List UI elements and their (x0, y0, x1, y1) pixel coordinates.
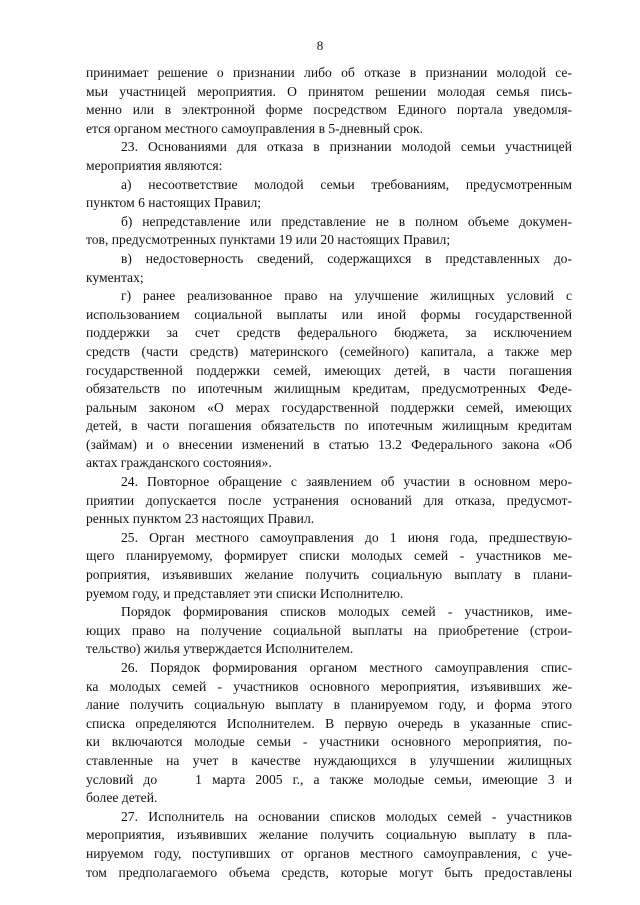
text-line (86, 529, 572, 548)
text-line-content: ставленные на учет в качестве нуждающихся в улучшении жилищных (86, 752, 572, 768)
text-line (86, 733, 572, 752)
text-line (86, 715, 572, 734)
text-line-content: б) непредставление или представление не в полном объеме докумен- (121, 213, 572, 229)
text-line (86, 380, 572, 399)
text-line (86, 696, 572, 715)
text-line-content: актах гражданского состояния». (86, 455, 272, 471)
text-line-content: г) ранее реализованное право на улучшение жилищных условий с (121, 288, 572, 304)
text-line-content: пунктом 6 настоящих Правил; (86, 195, 261, 211)
text-line (86, 269, 572, 288)
text-line-content: 25. Орган местного самоуправления до 1 июня года, предшествую- (121, 529, 572, 545)
page-number: 8 (316, 38, 324, 53)
text-line (86, 659, 572, 678)
text-line-content: ка молодых семей - участников основного мероприятия, изъявивших же- (86, 678, 572, 694)
text-line (86, 845, 572, 864)
text-line (86, 194, 572, 213)
text-line-content: мероприятия являются: (86, 157, 223, 173)
text-line (86, 640, 572, 659)
text-line-content: условий до (86, 771, 158, 787)
text-line (86, 231, 572, 250)
text-line-content: ки включаются молодые семьи - участники основного мероприятия, по- (86, 734, 572, 750)
document-body (86, 64, 572, 882)
text-line-continuation: 1 марта 2005 г., а также молодые семьи, имеющие 3 и (195, 771, 572, 787)
text-line (86, 510, 572, 529)
text-line (86, 752, 572, 771)
text-line (86, 83, 572, 102)
text-line (86, 250, 572, 269)
text-line-content: ющих право на получение социальной выплаты на приобретение (строи- (86, 622, 572, 638)
text-line-content: 26. Порядок формирования органом местного самоуправления спис- (121, 660, 572, 675)
text-line (86, 436, 572, 455)
text-line-content: детей, в части погашения обязательств по ипотечным жилищным кредитам (86, 418, 572, 434)
text-line-content: лание получить социальную выплату в планируемом году, и форма этого (86, 697, 572, 713)
text-line (86, 417, 572, 436)
text-line (86, 492, 572, 511)
text-line-content: средств (части средств) материнского (семейного) капитала, а также мер (86, 343, 572, 359)
text-line (86, 603, 572, 622)
text-line-content: (займам) и о внесении изменений в статью 13.2 Федерального закона «Об (86, 436, 572, 452)
text-line-content: приятии допускается после устранения оснований для отказа, предусмот- (86, 492, 572, 508)
text-line-content: более детей. (86, 790, 158, 806)
text-line (86, 343, 572, 362)
text-line-content: использованием социальной выплаты или иной формы государственной (86, 306, 572, 322)
text-line-content: 24. Повторное обращение с заявлением об участии в основном меро- (121, 474, 572, 490)
text-line (86, 324, 572, 343)
text-line (86, 64, 572, 83)
text-line (86, 808, 572, 827)
text-line-content: 23. Основаниями для отказа в признании молодой семьи участницей (121, 139, 572, 155)
text-line-content: менно или в электронной форме посредством Единого портала уведомля- (86, 102, 572, 118)
text-line-content: тельство) жилья утверждается Исполнителем. (86, 641, 354, 657)
text-line (86, 547, 572, 566)
text-line-content: Порядок формирования списков молодых семей - участников, име- (121, 604, 572, 620)
text-line-content: поддержки за счет средств федерального бюджета, за исключением (86, 325, 572, 341)
text-line (86, 213, 572, 232)
text-line (86, 566, 572, 585)
text-line (86, 287, 572, 306)
text-line-content: щего планируемому, формирует списки молодых семей - участников ме- (86, 548, 572, 564)
text-line-content: 27. Исполнитель на основании списков молодых семей - участников (121, 808, 572, 824)
text-line (86, 101, 572, 120)
text-line (86, 120, 572, 139)
text-line-content: государственной поддержки семей, имеющих детей, в части погашения (86, 362, 572, 378)
text-line-content: роприятия, изъявивших желание получить социальную выплату в плани- (86, 567, 572, 583)
text-line (86, 362, 572, 381)
text-line-content: кументах; (86, 269, 144, 285)
text-line (86, 176, 572, 195)
text-line-content: принимает решение о признании либо об отказе в признании молодой се- (86, 65, 572, 80)
text-line-content: в) недостоверность сведений, содержащихся в представленных до- (121, 250, 572, 266)
text-line-content: ральным законом «О мерах государственной поддержки семей, имеющих (86, 399, 572, 415)
text-line-content: мероприятия, изъявивших желание получить социальную выплату в пла- (86, 827, 572, 843)
text-line (86, 157, 572, 176)
text-line (86, 454, 572, 473)
text-line (86, 864, 572, 883)
text-line-content: а) несоответствие молодой семьи требованиям, предусмотренным (121, 176, 572, 192)
text-line (86, 771, 572, 790)
text-line (86, 138, 572, 157)
text-line-content: списка определяются Исполнителем. В первую очередь в указанные спис- (86, 715, 572, 731)
text-line (86, 826, 572, 845)
text-line (86, 789, 572, 808)
text-line-content: том предполагаемого объема средств, которые могут быть предоставлены (86, 864, 572, 880)
text-line-content: ренных пунктом 23 настоящих Правил. (86, 511, 315, 527)
text-line (86, 622, 572, 641)
text-line-content: мьи участницей мероприятия. О принятом решении молодая семья пись- (86, 83, 572, 99)
text-line-content: нируемом году, поступивших от органов местного самоуправления, с уче- (86, 845, 572, 861)
text-line (86, 585, 572, 604)
text-line (86, 473, 572, 492)
text-line (86, 678, 572, 697)
text-line-content: руемом году, и представляет эти списки Исполнителю. (86, 585, 404, 601)
text-line (86, 306, 572, 325)
text-line-content: тов, предусмотренных пунктами 19 или 20 настоящих Правил; (86, 232, 451, 248)
text-line-content: обязательств по ипотечным жилищным кредитам, предусмотренных Феде- (86, 381, 572, 397)
text-line (86, 399, 572, 418)
text-line-content: ется органом местного самоуправления в 5-дневный срок. (86, 120, 424, 136)
